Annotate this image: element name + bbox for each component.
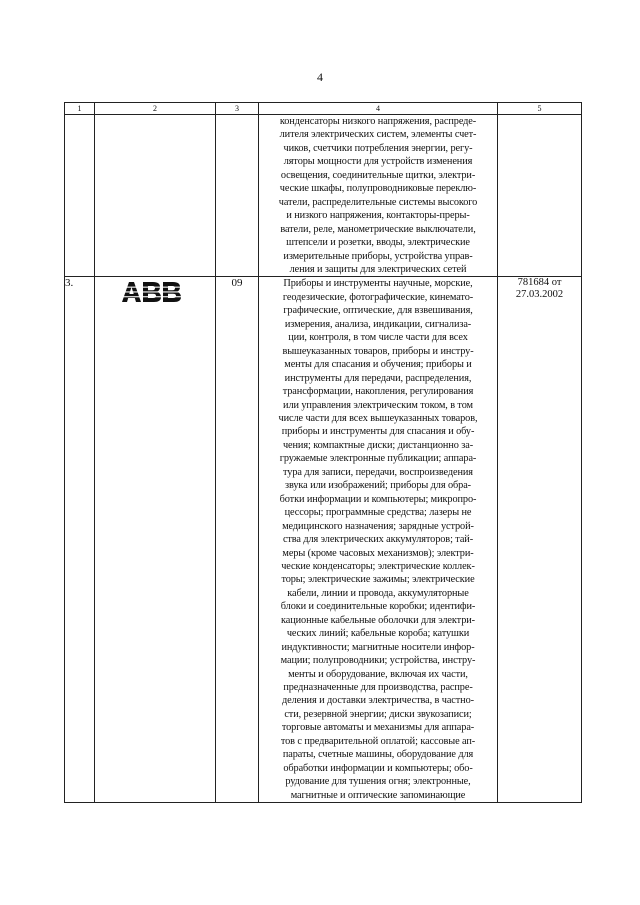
entry-registration bbox=[498, 277, 582, 803]
goods-line: ботки информации и компьютеры; микропро- bbox=[279, 493, 477, 505]
goods-line: штепсели и розетки, вводы, электрические bbox=[286, 237, 470, 249]
goods-line: геодезические, фотографические, кинемато- bbox=[282, 291, 474, 303]
continuation-row bbox=[65, 115, 582, 277]
goods-line: мации; полупроводники; устройства, инстру- bbox=[280, 655, 476, 667]
goods-line: числе части для всех вышеуказанных товаров, bbox=[278, 412, 478, 424]
goods-line: вышеуказанных товаров, приборы и инстру- bbox=[282, 345, 474, 357]
header-col-2: 2 bbox=[95, 103, 216, 115]
continuation-mark-cell bbox=[95, 115, 216, 277]
trademark-cell bbox=[95, 277, 216, 803]
goods-line: ческих линий; кабельные короба; катушки bbox=[286, 628, 470, 640]
goods-line: графические, оптические, для взвешивания, bbox=[283, 305, 473, 317]
goods-line: Приборы и инструменты научные, морские, bbox=[283, 278, 473, 290]
entry-class: 09 bbox=[216, 277, 259, 803]
goods-line: кабели, линии и провода, аккумуляторные bbox=[287, 587, 469, 599]
goods-line: менты для спасания и обучения; приборы и bbox=[284, 359, 472, 371]
goods-line: или управления электрическим током, в том bbox=[283, 399, 473, 411]
goods-line: ческие конденсаторы; электрические коллек- bbox=[281, 560, 475, 572]
goods-line: индуктивности; магнитные носители инфор- bbox=[281, 641, 475, 653]
goods-line: чатели, распределительные системы высокого bbox=[278, 196, 478, 208]
goods-line: чения; компактные диски; дистанционно за- bbox=[282, 439, 474, 451]
goods-line: ства для электрических аккумуляторов; тай- bbox=[282, 534, 474, 546]
registration-date: 27.03.2002 bbox=[515, 289, 564, 301]
goods-line: и низкого напряжения, контакторы-преры- bbox=[286, 210, 470, 222]
goods-line: тура для записи, передачи, воспроизведения bbox=[283, 466, 473, 478]
goods-line: ции, контроля, в том числе части для всех bbox=[288, 332, 468, 344]
continuation-class-cell bbox=[216, 115, 259, 277]
registration-number: 781684 от bbox=[517, 277, 562, 289]
abb-logo-glyphs bbox=[121, 281, 183, 303]
goods-line: трансформации, накопления, регулирования bbox=[282, 386, 474, 398]
goods-line: ления и защиты для электрических сетей bbox=[289, 263, 467, 275]
goods-line: меры (кроме часовых механизмов); электри- bbox=[282, 547, 474, 559]
entry-number: 3. bbox=[65, 277, 95, 803]
goods-line: ватели, реле, манометрические выключатели, bbox=[280, 223, 476, 235]
goods-line: блоки и соединительные коробки; идентифи- bbox=[280, 601, 476, 613]
goods-line: тов с предварительной оплатой; кассовые ап- bbox=[280, 735, 476, 747]
goods-line: менты и оборудование, включая их части, bbox=[288, 668, 468, 680]
goods-line: ческие шкафы, полупроводниковые переклю- bbox=[279, 183, 477, 195]
goods-line: предназначенные для производства, распре- bbox=[283, 682, 473, 694]
entry-row bbox=[65, 277, 582, 803]
goods-line: освещения, соединительные щитки, электри- bbox=[280, 169, 476, 181]
trademark-table bbox=[64, 102, 582, 803]
goods-line: магнитные и оптические запоминающие bbox=[290, 789, 466, 801]
goods-line: рудование для тушения огня; электронные, bbox=[285, 776, 471, 788]
page-number: 4 bbox=[317, 70, 323, 84]
header-col-4: 4 bbox=[259, 103, 498, 115]
goods-line: торговые автоматы и механизмы для аппара- bbox=[281, 722, 475, 734]
goods-line: деления и доставки электричества, в частно- bbox=[282, 695, 474, 707]
goods-line: конденсаторы низкого напряжения, распреде- bbox=[279, 116, 477, 127]
header-col-3: 3 bbox=[216, 103, 259, 115]
goods-line: кационные кабельные оболочки для электри- bbox=[281, 614, 475, 626]
goods-line: измерения, анализа, индикации, сигнализа- bbox=[284, 318, 472, 330]
goods-line: приборы и инструменты для спасания и обу- bbox=[281, 426, 475, 438]
goods-line: инструменты для передачи, распределения, bbox=[284, 372, 472, 384]
goods-line: звука или изображений; приборы для обра- bbox=[284, 480, 471, 492]
continuation-registration-cell bbox=[498, 115, 582, 277]
goods-line: лителя электрических систем, элементы счет- bbox=[279, 129, 477, 141]
header-col-5: 5 bbox=[498, 103, 582, 115]
goods-line: чиков, счетчики потребления энергии, регу- bbox=[283, 142, 473, 154]
goods-line: параты, счетные машины, оборудование для bbox=[282, 749, 474, 761]
continuation-number-cell bbox=[65, 115, 95, 277]
goods-line: медицинского назначения; зарядные устрой- bbox=[282, 520, 474, 532]
goods-line: торы; электрические зажимы; электрические bbox=[281, 574, 475, 586]
header-row bbox=[65, 103, 582, 115]
continuation-goods-cell bbox=[259, 115, 498, 277]
entry-goods-cell bbox=[259, 277, 498, 803]
goods-line: обработки информации и компьютеры; обо- bbox=[283, 762, 473, 774]
abb-logo bbox=[121, 281, 183, 303]
goods-line: сти, резервной энергии; диски звукозаписи; bbox=[284, 708, 472, 720]
goods-line: ляторы мощности для устройств изменения bbox=[283, 156, 473, 168]
header-col-1: 1 bbox=[65, 103, 95, 115]
goods-line: измерительные приборы, устройства управ- bbox=[283, 250, 473, 262]
goods-line: цессоры; программные средства; лазеры не bbox=[284, 507, 472, 519]
goods-line: гружаемые электронные публикации; аппара- bbox=[279, 453, 477, 465]
